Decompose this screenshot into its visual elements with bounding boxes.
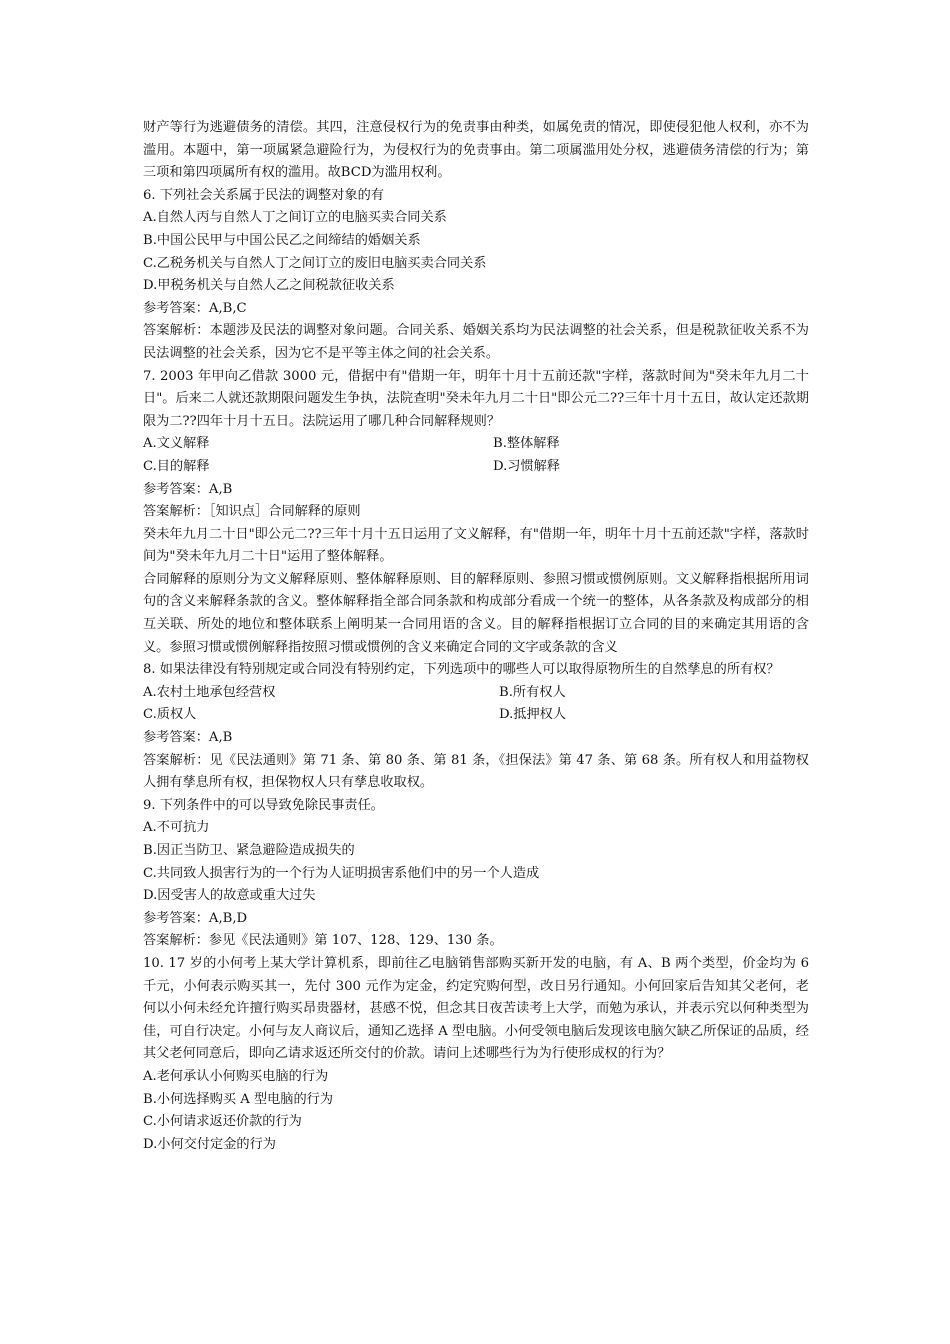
option-d: D.习惯解释 [493,458,561,474]
option-row [143,704,809,727]
reference-answer: 参考答案：A,B,D [143,910,248,926]
option-c: C.乙税务机关与自然人丁之间订立的废旧电脑买卖合同关系 [143,255,487,271]
option-b: B.整体解释 [493,436,560,452]
option-row [143,456,809,479]
option-d: D.小何交付定金的行为 [143,1136,276,1152]
option-a: A.文义解释 [143,436,210,452]
option-c: C.目的解释 [143,458,210,474]
option-b: B.中国公民甲与中国公民乙之间缔结的婚姻关系 [143,232,421,248]
option-a: A.老何承认小何购买电脑的行为 [143,1068,329,1084]
reference-answer: 参考答案：A,B [143,481,233,497]
intro-paragraph: 财产等行为逃避债务的清偿。其四，注意侵权行为的免责事由种类，如属免责的情况，即使侵犯他人权利，亦不为滥用。本题中，第一项属紧急避险行为，为侵权行为的免责事由。第二项属滥用处分权，逃避债务清偿的行为；第三项和第四项属所有权的滥用。故BCD为滥用权利。 [143,120,809,181]
option-c: C.质权人 [143,707,197,723]
option-d: D.因受害人的故意或重大过失 [143,888,316,904]
answer-analysis: 答案解析：参见《民法通则》第 107、128、129、130 条。 [143,933,503,949]
option-row [143,433,809,456]
option-d: D.抵押权人 [499,707,567,723]
option-row [143,682,809,705]
analysis-paragraph: 合同解释的原则分为文义解释原则、整体解释原则、目的解释原则、参照习惯或惯例原则。文义解释指根据所用词句的含义来解释条款的含义。整体解释指全部合同条款和构成部分看成一个统一的整体，从各条款及构成部分的相互关联、所处的地位和整体联系上阐明某一合同用语的含义。目的解释指根据订立合同的目的来确定其用语的含义。参照习惯或惯例解释指按照习惯或惯例的含义来确定合同的文字或条款的含义 [143,571,809,655]
option-a: A.不可抗力 [143,820,210,836]
question-10 [143,953,809,1156]
analysis-paragraph: 癸未年九月二十日"即公元二??三年十月十五日运用了文义解释，有"借期一年，明年十月十五前还款"字样，落款时间为"癸未年九月二十日"运用了整体解释。 [143,526,809,565]
option-b: B.因正当防卫、紧急避险造成损失的 [143,843,355,858]
option-c: C.小何请求返还价款的行为 [143,1114,302,1130]
reference-answer: 参考答案：A,B,C [143,300,247,316]
option-a: A.自然人丙与自然人丁之间订立的电脑买卖合同关系 [143,210,447,226]
question-stem: 10. 17 岁的小何考上某大学计算机系，即前往乙电脑销售部购买新开发的电脑，有 A、B 两个类型，价金均为 6 千元，小何表示购买其一，先付 300 元作为定金，约定究购何型，改日另行通知。小何回家后告知其父老何，老何以小何未经允许擅行购买昂贵器材，甚感不悦，但念其日夜苦读考上大学，而勉为承认，并表示究以何种类型为佳，可自行决定。小何与友人商议后，通知乙选择 A 型电脑。小何受领电脑后发现该电脑欠缺乙所保证的品质，经其父老何同意后，即向乙请求返还所交付的价款。请问上述哪些行为为行使形成权的行为？ [143,955,809,1062]
question-stem: 7. 2003 年甲向乙借款 3000 元，借据中有"借期一年，明年十月十五前还款"字样，落款时间为"癸未年九月二十日"。后来二人就还款期限问题发生争执，法院查明"癸未年九月二十日"即公元二??三年十月十五日，故认定还款期限为二??四年十月十五日。法院运用了哪几种合同解释规则？ [143,368,809,429]
question-stem: 8. 如果法律没有特别规定或合同没有特别约定，下列选项中的哪些人可以取得原物所生的自然孳息的所有权？ [143,662,780,678]
answer-analysis: 答案解析：［知识点］合同解释的原则 [143,504,361,520]
question-8 [143,659,809,795]
question-stem: 6. 下列社会关系属于民法的调整对象的有 [143,187,384,203]
reference-answer: 参考答案：A,B [143,730,233,746]
answer-analysis: 答案解析：见《民法通则》第 71 条、第 80 条、第 81 条，《担保法》第 47 条、第 68 条。所有权人和用益物权人拥有孳息所有权，担保物权人只有孳息收取权。 [143,752,809,791]
answer-analysis: 答案解析：本题涉及民法的调整对象问题。合同关系、婚姻关系均为民法调整的社会关系，但是税款征收关系不为民法调整的社会关系，因为它不是平等主体之间的社会关系。 [143,323,809,361]
question-6 [143,185,809,366]
option-c: C.共同致人损害行为的一个行为人证明损害系他们中的另一个人造成 [143,865,540,881]
question-9 [143,795,809,953]
document-page [143,117,809,1156]
option-b: B.所有权人 [499,684,566,700]
option-b: B.小何选择购买 A 型电脑的行为 [143,1091,334,1107]
question-stem: 9. 下列条件中的可以导致免除民事责任。 [143,797,384,813]
option-a: A.农村土地承包经营权 [143,684,276,700]
option-d: D.甲税务机关与自然人乙之间税款征收关系 [143,278,395,294]
question-7 [143,366,809,660]
